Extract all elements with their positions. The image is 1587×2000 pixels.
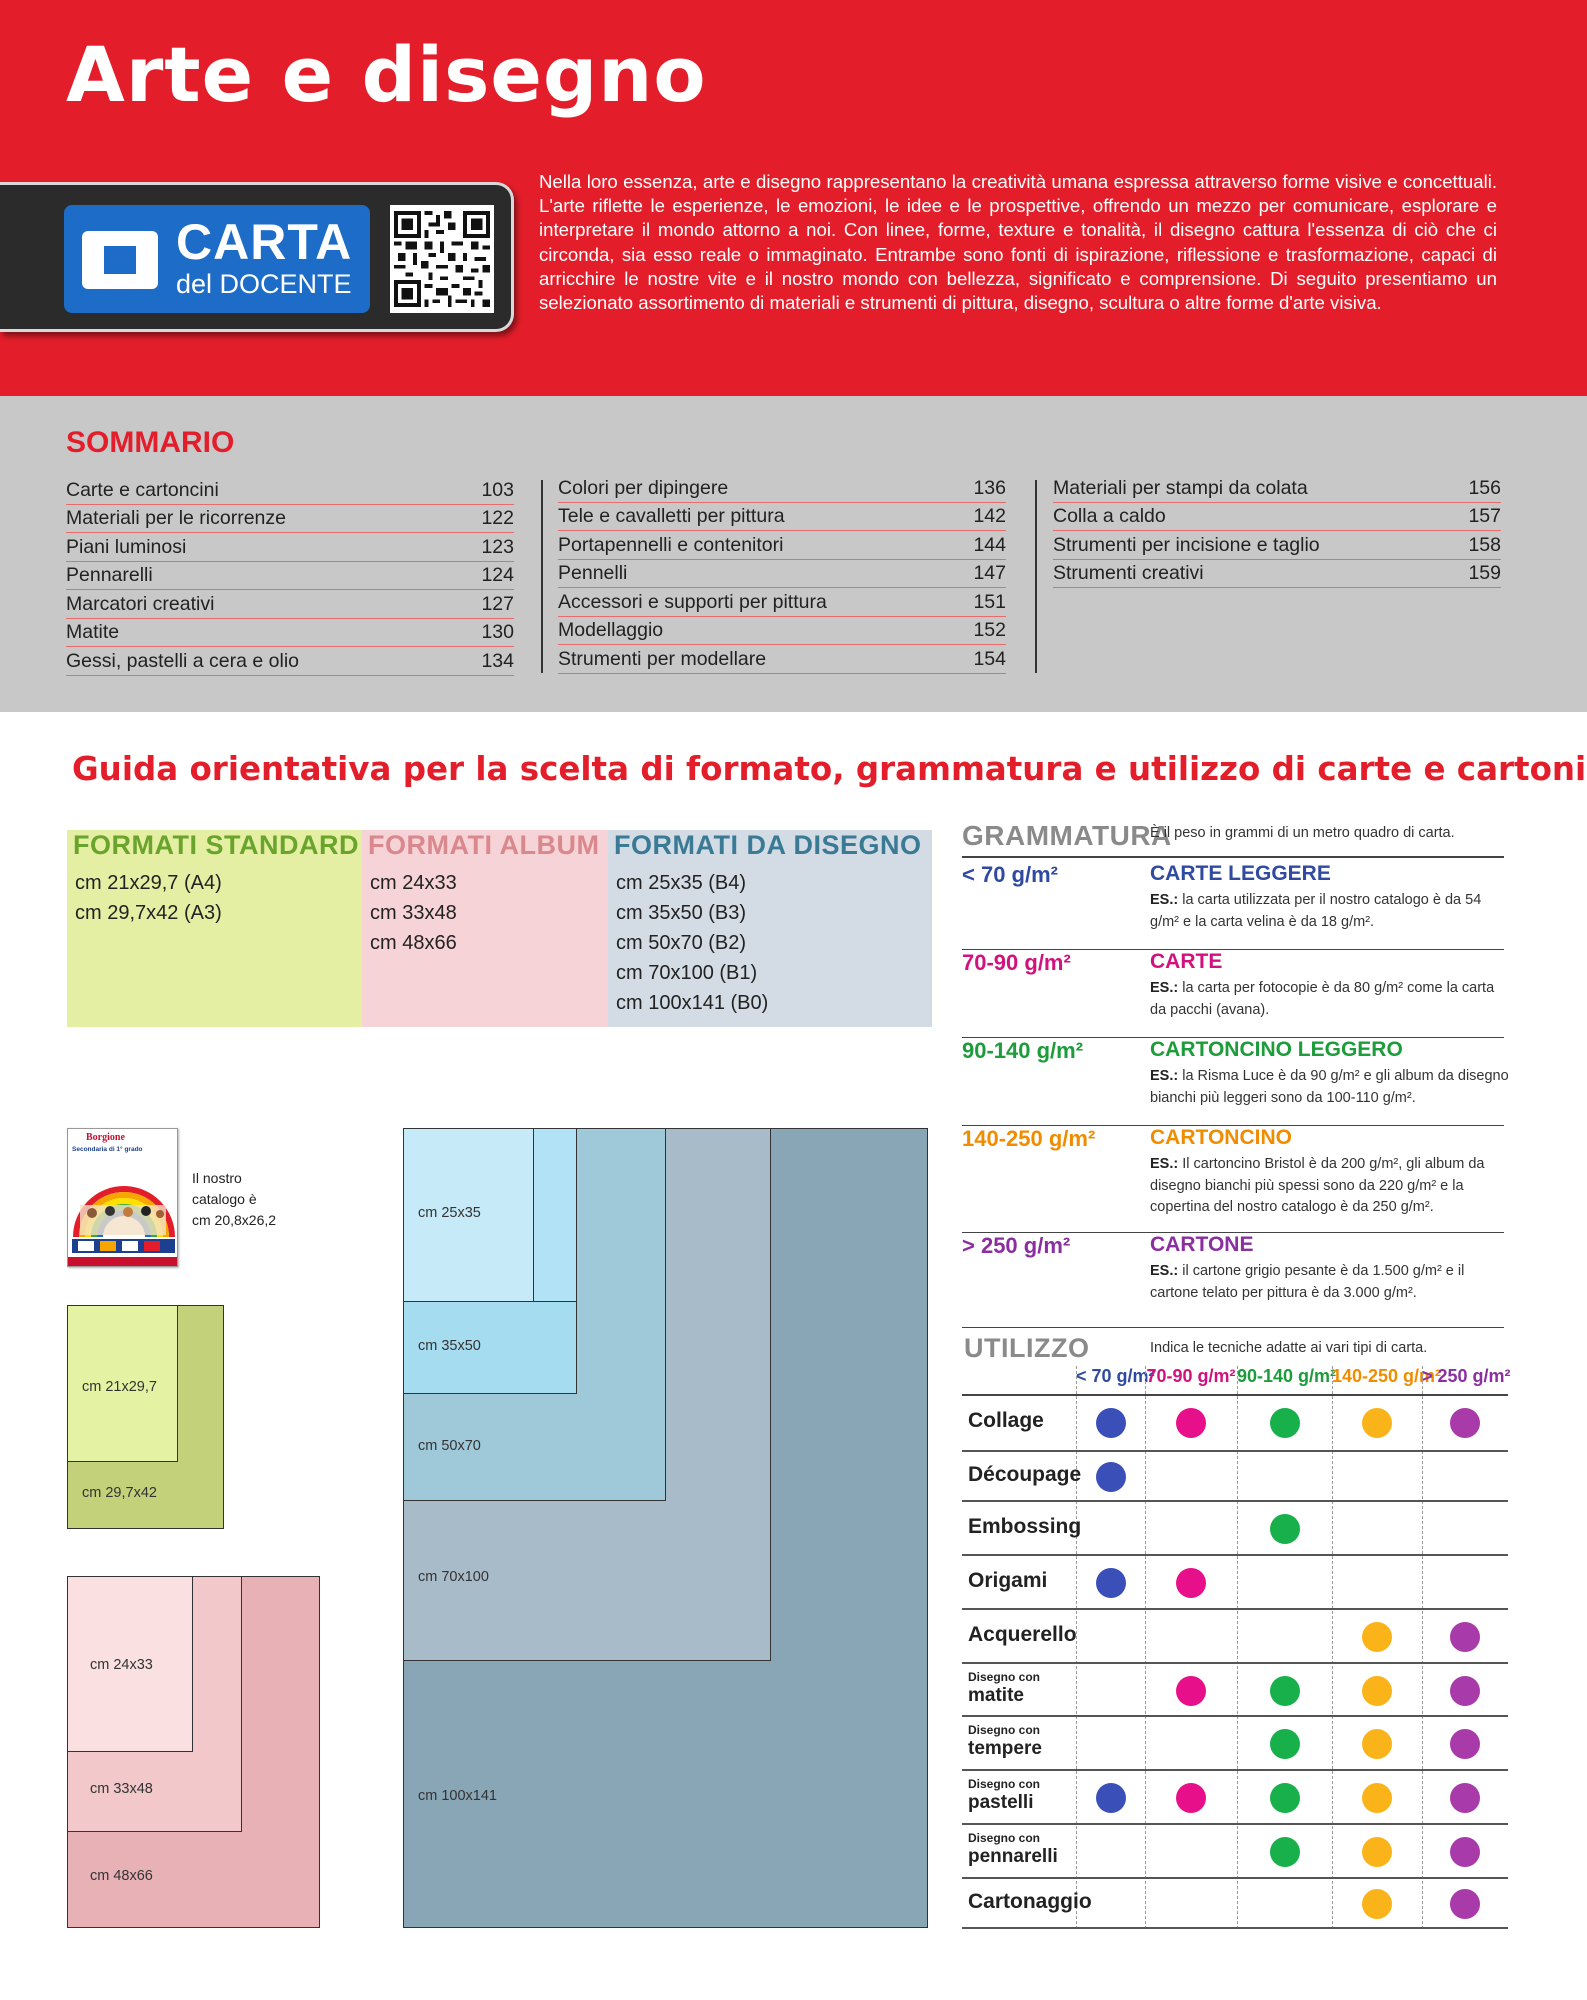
toc-entry-label: Marcatori creativi	[66, 592, 215, 615]
toc-entry[interactable]	[558, 531, 1006, 560]
usage-dot-icon	[1270, 1729, 1300, 1759]
toc-entry-label: Modellaggio	[558, 619, 664, 641]
utilizzo-row-label: Collage	[968, 1409, 1044, 1432]
usage-dot-icon	[1176, 1783, 1206, 1813]
toc-entry[interactable]	[66, 647, 514, 676]
toc-entry-page: 123	[481, 535, 514, 558]
usage-dot-icon	[1270, 1837, 1300, 1867]
card-icon	[82, 231, 158, 289]
grammatura-range: 140-250 g/m²	[962, 1126, 1096, 1151]
formats-standard-box	[67, 830, 362, 1027]
example-label: ES.:	[1150, 980, 1179, 996]
paper-label: cm 100x141	[418, 1788, 497, 1804]
grammatura-example: ES.: la Risma Luce è da 90 g/m² e gli album da disegno bianchi più leggeri sono da 100-110 g/m².	[1150, 1068, 1509, 1106]
grammatura-description: È il peso in grammi di un metro quadro di carta.	[1150, 825, 1455, 841]
format-item: cm 50x70 (B2)	[616, 932, 747, 954]
usage-dot-icon	[1270, 1783, 1300, 1813]
toc-entry[interactable]	[66, 505, 514, 534]
formats-standard-title: FORMATI STANDARD	[73, 830, 359, 860]
catalog-brand: Borgione	[86, 1132, 125, 1143]
toc-entry-page: 103	[481, 478, 514, 501]
paper-35x50-strip	[534, 1128, 577, 1302]
catalog-note	[192, 1168, 276, 1231]
grammatura-name: CARTONE	[1150, 1233, 1254, 1256]
toc-entry[interactable]	[558, 645, 1006, 674]
toc-entry[interactable]	[1053, 503, 1501, 532]
usage-dot-icon	[1270, 1514, 1300, 1544]
grammatura-row	[962, 1233, 1504, 1328]
toc-entry-label: Matite	[66, 621, 120, 643]
grammatura-name: CARTE	[1150, 950, 1223, 973]
toc-entry-page: 122	[481, 507, 514, 529]
toc-entry[interactable]	[66, 476, 514, 505]
paper-label: cm 25x35	[418, 1205, 481, 1221]
paper-label: cm 50x70	[418, 1438, 481, 1454]
grammatura-range: 70-90 g/m²	[962, 950, 1071, 975]
paper-label: cm 35x50	[418, 1338, 481, 1354]
badge-subtitle: del DOCENTE	[176, 269, 352, 299]
formats-album-title: FORMATI ALBUM	[368, 830, 600, 860]
utilizzo-column-header: < 70 g/m²	[1076, 1366, 1155, 1386]
toc-entry-page: 130	[481, 621, 514, 643]
catalog-note-line: catalogo è	[192, 1191, 257, 1207]
utilizzo-row	[962, 1664, 1508, 1717]
grammatura-range: < 70 g/m²	[962, 862, 1058, 887]
toc-entry-page: 157	[1468, 505, 1501, 527]
format-item: cm 29,7x42 (A3)	[75, 902, 222, 924]
grammatura-row	[962, 862, 1504, 950]
usage-dot-icon	[1450, 1676, 1480, 1706]
utilizzo-row-label: Acquerello	[968, 1623, 1077, 1646]
toc-entry-label: Strumenti creativi	[1053, 562, 1204, 584]
usage-dot-icon	[1362, 1837, 1392, 1867]
toc-entry[interactable]	[558, 588, 1006, 617]
toc-column-3	[1053, 474, 1501, 588]
utilizzo-column-header: 90-140 g/m²	[1237, 1366, 1337, 1386]
toc-entry[interactable]	[66, 619, 514, 648]
toc-entry[interactable]	[1053, 531, 1501, 560]
example-label: ES.:	[1150, 892, 1179, 908]
usage-dot-icon	[1362, 1889, 1392, 1919]
utilizzo-row-label: Cartonaggio	[968, 1890, 1092, 1913]
utilizzo-column-header: 140-250 g/m²	[1332, 1366, 1442, 1386]
grammatura-example: ES.: la carta utilizzata per il nostro catalogo è da 54 g/m² e la carta velina è da 18 g/m².	[1150, 892, 1482, 930]
grammatura-example: ES.: la carta per fotocopie è da 80 g/m² come la carta da pacchi (avana).	[1150, 980, 1495, 1018]
utilizzo-row-label: Embossing	[968, 1515, 1082, 1538]
formats-disegno-title: FORMATI DA DISEGNO	[614, 830, 922, 860]
toc-entry-label: Pennarelli	[66, 564, 153, 586]
usage-dot-icon	[1450, 1729, 1480, 1759]
qr-code-icon[interactable]	[390, 205, 494, 313]
grammatura-row	[962, 1038, 1509, 1126]
grammatura-title: GRAMMATURA	[962, 820, 1172, 851]
toc-entry[interactable]	[1053, 560, 1501, 589]
toc-entry-label: Strumenti per modellare	[558, 647, 767, 670]
usage-dot-icon	[1176, 1408, 1206, 1438]
usage-dot-icon	[1176, 1676, 1206, 1706]
carta-docente-strip	[0, 182, 514, 332]
grammatura-range: > 250 g/m²	[962, 1233, 1071, 1258]
paper-label: cm 33x48	[90, 1781, 153, 1797]
catalog-subtitle: Secondaria di 1° grado	[72, 1146, 143, 1153]
utilizzo-description: Indica le tecniche adatte ai vari tipi di carta.	[1150, 1340, 1428, 1356]
toc-entry[interactable]	[558, 560, 1006, 589]
utilizzo-row-label: pastelli	[968, 1792, 1034, 1813]
usage-dot-icon	[1362, 1783, 1392, 1813]
format-item: cm 21x29,7 (A4)	[75, 872, 222, 894]
toc-entry-page: 152	[973, 619, 1006, 641]
grammatura-range: 90-140 g/m²	[962, 1038, 1084, 1063]
toc-entry-label: Accessori e supporti per pittura	[558, 590, 827, 613]
usage-dot-icon	[1362, 1622, 1392, 1652]
usage-dot-icon	[1096, 1568, 1126, 1598]
usage-dot-icon	[1362, 1729, 1392, 1759]
summary-title: SOMMARIO	[66, 426, 235, 459]
utilizzo-row	[962, 1879, 1508, 1929]
toc-column-1	[66, 476, 514, 676]
usage-dot-icon	[1362, 1676, 1392, 1706]
utilizzo-row-prefix: Disegno con	[968, 1777, 1041, 1791]
utilizzo-column-header: > 250 g/m²	[1422, 1366, 1511, 1386]
intro-paragraph: Nella loro essenza, arte e disegno rappresentano la creatività umana espressa attraverso forme visive e concettuali. L'arte riflette le esperienze, le emozioni, le idee e le prospettive, offrendo un mezzo per comunicare, esplorare e interpretare il mondo attorno a noi. Con linee, forme, texture e tonalità, il disegno cattura l'essenza di ciò che ci circonda, sia esso reale o immaginato. Entrambe sono fonti di ispirazione, riflessione e trasformazione, capaci di arricchire le nostre vite e il nostro mondo con bellezza, significato e comprensione. Di seguito presentiamo un selezionato assortimento di materiali e strumenti di pittura, disegno, scultura o altre forme d'arte visiva.	[539, 171, 1497, 314]
toc-entry[interactable]	[66, 562, 514, 591]
format-item: cm 100x141 (B0)	[616, 992, 769, 1014]
toc-entry-label: Materiali per le ricorrenze	[66, 507, 286, 529]
usage-dot-icon	[1450, 1889, 1480, 1919]
usage-dot-icon	[1450, 1783, 1480, 1813]
catalog-illustration-icon	[68, 1157, 178, 1267]
toc-entry-page: 154	[973, 647, 1006, 670]
toc-entry-label: Colori per dipingere	[558, 476, 729, 499]
toc-entry-label: Pennelli	[558, 562, 628, 584]
paper-label: cm 24x33	[90, 1657, 153, 1673]
usage-dot-icon	[1176, 1568, 1206, 1598]
utilizzo-row	[962, 1610, 1508, 1664]
toc-entry-label: Materiali per stampi da colata	[1053, 476, 1308, 499]
toc-entry-page: 159	[1468, 562, 1501, 584]
toc-entry[interactable]	[66, 590, 514, 619]
header-banner	[0, 0, 1587, 396]
utilizzo-row-prefix: Disegno con	[968, 1831, 1041, 1845]
toc-entry[interactable]	[558, 503, 1006, 532]
toc-entry-page: 151	[973, 590, 1006, 613]
format-item: cm 48x66	[370, 932, 457, 954]
utilizzo-row-label: Origami	[968, 1569, 1048, 1592]
grammatura-row	[962, 950, 1504, 1038]
toc-entry-page: 134	[481, 649, 514, 672]
toc-entry-label: Gessi, pastelli a cera e olio	[66, 649, 300, 672]
format-item: cm 33x48	[370, 902, 457, 924]
usage-dot-icon	[1450, 1837, 1480, 1867]
utilizzo-row-prefix: Disegno con	[968, 1723, 1041, 1737]
grammatura-name: CARTONCINO	[1150, 1126, 1292, 1149]
utilizzo-row	[962, 1717, 1508, 1771]
toc-entry-page: 144	[973, 533, 1006, 556]
catalog-note-line: cm 20,8x26,2	[192, 1212, 277, 1228]
utilizzo-row	[962, 1825, 1508, 1879]
utilizzo-title: UTILIZZO	[964, 1333, 1090, 1363]
utilizzo-row	[962, 1452, 1508, 1502]
usage-dot-icon	[1450, 1622, 1480, 1652]
toc-entry-page: 156	[1468, 476, 1501, 499]
toc-entry[interactable]	[558, 617, 1006, 646]
paper-label: cm 21x29,7	[82, 1379, 157, 1395]
usage-dot-icon	[1096, 1783, 1126, 1813]
toc-divider	[541, 480, 543, 673]
formats-album-box	[362, 830, 608, 1027]
toc-column-2	[558, 474, 1006, 674]
toc-entry[interactable]	[1053, 474, 1501, 503]
grammatura-name: CARTE LEGGERE	[1150, 862, 1331, 885]
toc-entry-page: 147	[973, 562, 1006, 584]
badge-word: CARTA	[176, 214, 353, 270]
grammatura-example: ES.: il cartone grigio pesante è da 1.500 g/m² e il cartone telato per pittura è da 3.000 g/m².	[1150, 1263, 1465, 1301]
utilizzo-row	[962, 1502, 1508, 1556]
utilizzo-row	[962, 1556, 1508, 1610]
toc-entry[interactable]	[66, 533, 514, 562]
toc-entry-label: Piani luminosi	[66, 535, 187, 558]
toc-entry[interactable]	[558, 474, 1006, 503]
utilizzo-row-label: pennarelli	[968, 1846, 1058, 1867]
format-item: cm 25x35 (B4)	[616, 872, 747, 894]
utilizzo-row-label: Découpage	[968, 1463, 1082, 1486]
catalog-note-line: Il nostro	[192, 1170, 242, 1186]
toc-entry-page: 158	[1468, 533, 1501, 556]
example-label: ES.:	[1150, 1156, 1179, 1172]
toc-entry-page: 127	[481, 592, 514, 615]
paper-label: cm 29,7x42	[82, 1485, 157, 1501]
formats-disegno-box	[608, 830, 932, 1027]
toc-entry-label: Tele e cavalletti per pittura	[558, 505, 785, 527]
guide-title: Guida orientativa per la scelta di formato, grammatura e utilizzo di carte e cartoni	[72, 750, 1587, 788]
utilizzo-row	[962, 1394, 1508, 1452]
utilizzo-row	[962, 1771, 1508, 1825]
usage-dot-icon	[1096, 1462, 1126, 1492]
usage-dot-icon	[1270, 1408, 1300, 1438]
toc-entry-label: Strumenti per incisione e taglio	[1053, 533, 1320, 556]
toc-entry-label: Carte e cartoncini	[66, 478, 219, 501]
usage-dot-icon	[1096, 1408, 1126, 1438]
catalog-thumbnail	[67, 1128, 178, 1267]
format-item: cm 24x33	[370, 872, 457, 894]
toc-entry-label: Colla a caldo	[1053, 505, 1166, 527]
paper-label: cm 70x100	[418, 1569, 489, 1585]
page-title: Arte e disegno	[66, 30, 707, 119]
summary-section	[0, 396, 1587, 712]
format-item: cm 70x100 (B1)	[616, 962, 758, 984]
usage-dot-icon	[1362, 1408, 1392, 1438]
carta-docente-badge[interactable]	[64, 205, 370, 313]
usage-dot-icon	[1450, 1408, 1480, 1438]
toc-entry-label: Portapennelli e contenitori	[558, 533, 784, 556]
utilizzo-row-prefix: Disegno con	[968, 1669, 1041, 1684]
toc-divider	[1035, 480, 1037, 673]
toc-entry-page: 136	[973, 476, 1006, 499]
toc-entry-page: 124	[481, 564, 514, 586]
format-item: cm 35x50 (B3)	[616, 902, 747, 924]
divider	[962, 856, 1504, 858]
example-label: ES.:	[1150, 1068, 1179, 1084]
usage-dot-icon	[1270, 1676, 1300, 1706]
utilizzo-row-label: matite	[968, 1684, 1024, 1706]
grammatura-example: ES.: Il cartoncino Bristol è da 200 g/m², gli album da disegno bianchi più spessi sono da 220 g/m² e la copertina del nostro catalogo è da 250 g/m².	[1150, 1156, 1485, 1215]
grammatura-name: CARTONCINO LEGGERO	[1150, 1038, 1403, 1061]
toc-entry-page: 142	[973, 505, 1006, 527]
grammatura-row	[962, 1126, 1504, 1233]
example-label: ES.:	[1150, 1263, 1179, 1279]
utilizzo-column-header: 70-90 g/m²	[1146, 1366, 1236, 1386]
paper-label: cm 48x66	[90, 1868, 153, 1884]
utilizzo-row-label: tempere	[968, 1738, 1042, 1759]
